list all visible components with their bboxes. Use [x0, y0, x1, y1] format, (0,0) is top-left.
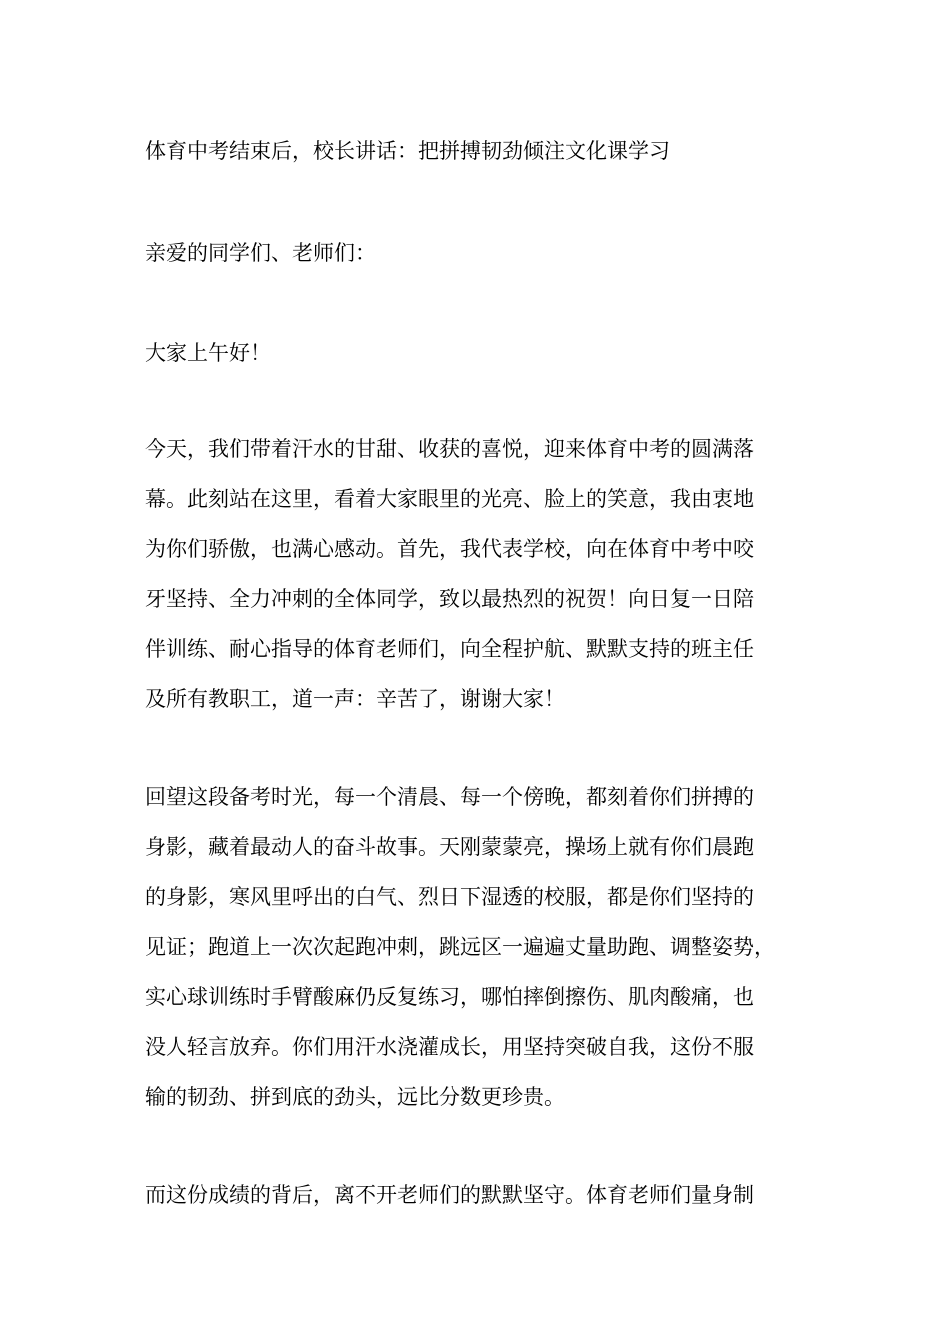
paragraph-line: 为你们骄傲，也满心感动。首先，我代表学校，向在体育中考中咬: [145, 537, 754, 561]
paragraph-line: 牙坚持、全力冲刺的全体同学，致以最热烈的祝贺！向日复一日陪: [145, 587, 754, 611]
paragraph-line: 今天，我们带着汗水的甘甜、收获的喜悦，迎来体育中考的圆满落: [145, 437, 754, 461]
paragraph-line: 的身影，寒风里呼出的白气、烈日下湿透的校服，都是你们坚持的: [145, 885, 754, 909]
paragraph-line: 见证；跑道上一次次起跑冲刺，跳远区一遍遍丈量助跑、调整姿势，: [145, 935, 775, 959]
document-title: 体育中考结束后，校长讲话：把拼搏韧劲倾注文化课学习: [145, 139, 670, 163]
paragraph-line: 回望这段备考时光，每一个清晨、每一个傍晚，都刻着你们拼搏的: [145, 785, 754, 809]
paragraph-line: 伴训练、耐心指导的体育老师们，向全程护航、默默支持的班主任: [145, 637, 754, 661]
paragraph-line: 幕。此刻站在这里，看着大家眼里的光亮、脸上的笑意，我由衷地: [145, 487, 754, 511]
paragraph-line: 实心球训练时手臂酸麻仍反复练习，哪怕摔倒擦伤、肌肉酸痛，也: [145, 985, 754, 1009]
paragraph-line: 身影，藏着最动人的奋斗故事。天刚蒙蒙亮，操场上就有你们晨跑: [145, 835, 754, 859]
greeting: 大家上午好！: [145, 341, 271, 365]
paragraph-line: 及所有教职工，道一声：辛苦了，谢谢大家！: [145, 687, 565, 711]
paragraph-line: 而这份成绩的背后，离不开老师们的默默坚守。体育老师们量身制: [145, 1183, 754, 1207]
paragraph-line: 输的韧劲、拼到底的劲头，远比分数更珍贵。: [145, 1085, 565, 1109]
paragraph-line: 没人轻言放弃。你们用汗水浇灌成长，用坚持突破自我，这份不服: [145, 1035, 754, 1059]
salutation: 亲爱的同学们、老师们：: [145, 241, 376, 265]
